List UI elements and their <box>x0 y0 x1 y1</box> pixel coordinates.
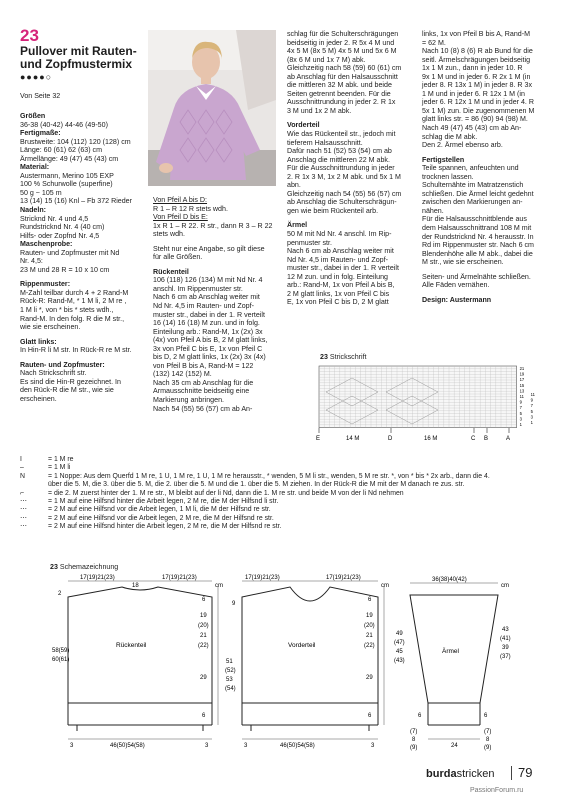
chart-row-number: 1 <box>519 422 522 427</box>
chart-row-number: 3 <box>519 416 522 422</box>
section-heading: Design: Austermann <box>422 295 492 304</box>
text-line: Markierung anbringen. <box>153 396 224 405</box>
legend-row <box>20 506 550 514</box>
legend-text: = 1 Noppe: Aus dem Querfd 1 M re, 1 U, 1 M re, 1 U, 1 M re herausstr., * wenden, 5 M li str., wenden, 5 M re str. *, von * bis * 2x arb., dann die 4. <box>48 472 490 480</box>
section-heading: Rippenmuster: <box>20 280 71 289</box>
svg-text:9: 9 <box>232 601 236 607</box>
text-line: dem Halsausschnittrand 108 M mit <box>422 224 532 233</box>
text-line: jeder 8. R 13x 1 M) in jeder 8. R 3x <box>422 81 533 90</box>
text-line: glatt links str. = 86 (90) 94 (98) M. <box>422 115 528 124</box>
text-line: schlag für die Schulterschrägungen <box>287 30 399 38</box>
svg-text:(22): (22) <box>198 643 209 649</box>
svg-text:6: 6 <box>202 713 206 719</box>
legend-text: = 1 M auf eine Hilfsnd hinter die Arbeit legen, 2 M re, die M der Hilfsnd li str. <box>48 498 279 506</box>
legend-symbol: ⌐ <box>20 489 25 497</box>
text-line: beidseitig in jeder 2. R 5x 4 M und <box>287 38 395 47</box>
text-line: zwischen den Markierungen an- <box>422 198 523 207</box>
text-line: Nach 6 cm ab Anschlag weiter mit <box>287 247 394 256</box>
text-line: Alle Fäden vernähen. <box>422 281 490 290</box>
schematic-drawings <box>40 575 540 755</box>
svg-text:2: 2 <box>58 591 62 597</box>
front-top-left: 17(19)21(23) <box>245 575 280 581</box>
text-line: tieferem Halsausschnitt. <box>287 138 363 147</box>
text-line: 16 (14) 16 (18) M zun. und in folg. <box>153 319 260 328</box>
text-line: 50 g ~ 105 m <box>20 188 62 197</box>
svg-text:29: 29 <box>366 675 373 681</box>
text-line: Nach 54 (55) 56 (57) cm ab An- <box>153 404 253 413</box>
pattern-number: 23 <box>20 26 39 45</box>
text-line: 4x 5 M (8x 5 M) 4x 5 M und 5x 6 M <box>287 47 397 56</box>
svg-text:(7): (7) <box>410 729 418 735</box>
svg-text:(41): (41) <box>500 636 511 642</box>
text-line: Nach 6 cm ab Anschlag weiter mit <box>153 293 260 302</box>
text-line: Nach 10 (8) 8 (6) R ab Bund für die <box>422 47 533 56</box>
column-1 <box>20 112 144 404</box>
svg-text:6: 6 <box>202 597 206 603</box>
section-heading: Fertigmaße: <box>20 129 61 138</box>
text-line: 2 M glatt links, 1x von Pfeil C bis <box>287 289 390 298</box>
svg-text:51: 51 <box>226 659 233 665</box>
back-top-left: 17(19)21(23) <box>80 575 115 581</box>
text-line: M-Zahl teilbar durch 4 + 2 Rand-M <box>20 288 129 297</box>
legend-text: = 2 M auf eine Hilfsnd hinter die Arbeit legen, 2 M re, die M der Hilfsnd re str. <box>48 523 282 531</box>
chart-arrow-a: A <box>506 436 511 442</box>
difficulty-rating: ●●●●○ <box>20 72 53 82</box>
text-line: Teile spannen, anfeuchten und <box>422 164 519 173</box>
text-line: (8x 6 M und 1x 7 M) abk. <box>287 55 366 64</box>
text-line: Rück-R: Rand-M, * 1 M li, 2 M re , <box>20 297 127 306</box>
chart-arrow-b: B <box>484 436 489 442</box>
text-line: Nd Nr. 4,5 im Rauten- und Zopf- <box>287 255 388 264</box>
text-line: 106 (118) 126 (134) M mit Nd Nr. 4 <box>153 276 263 285</box>
text-line: muster str., dabei in der 1. R verteilt <box>287 264 399 273</box>
svg-text:(54): (54) <box>225 686 236 692</box>
text-line: 36-38 (40-42) 44-46 (49-50) <box>20 120 108 129</box>
svg-text:(22): (22) <box>364 643 375 649</box>
text-line: den Rück-R die M str., wie sie <box>20 386 114 395</box>
column-3 <box>287 30 415 307</box>
column-4 <box>422 30 552 304</box>
legend-symbol: ⋯ <box>20 523 27 531</box>
svg-text:8: 8 <box>486 737 490 743</box>
section-heading: Vorderteil <box>287 121 320 130</box>
svg-text:(43): (43) <box>394 658 405 664</box>
text-line: Für die Halsausschnittblende aus <box>422 215 527 224</box>
text-line: Länge: 60 (61) 62 (63) cm <box>20 146 103 155</box>
legend-symbol: I <box>20 456 22 463</box>
svg-text:(9): (9) <box>484 745 492 751</box>
text-line: Nach 49 (47) 45 (43) cm ab An- <box>422 124 522 133</box>
text-line: 13 (14) 15 (16) Knl – Fb 372 Rieder <box>20 197 132 206</box>
svg-text:(47): (47) <box>394 640 405 646</box>
front-label: Vorderteil <box>288 642 316 649</box>
text-line: Schulternähte im Matratzenstich <box>422 181 524 190</box>
text-line: Seiten- und Ärmelnähte schließen. <box>422 272 531 281</box>
section-heading: Fertigstellen <box>422 155 465 164</box>
text-line: 9x 1 M und in jeder 6. R 2x 1 M (in <box>422 72 531 81</box>
legend-symbol: – <box>20 464 24 472</box>
chart-row-number: 5 <box>519 410 522 416</box>
text-line: der Rundstricknd Nr. 4 herausstr. In <box>422 232 534 241</box>
text-line: nähen. <box>422 206 444 215</box>
text-line: E, 1x von Pfeil C bis D, 2 M glatt <box>287 298 389 307</box>
svg-text:(20): (20) <box>364 623 375 629</box>
legend-text: über die 5. M, die 3. über die 5. M, die 2. über die 5. M und die 1. über die 5. M ziehen. In der Rück-R die M mit der M danach re zus. str. <box>48 481 465 489</box>
legend-row <box>20 473 550 481</box>
text-line: schließen. Die Ärmel leicht gedehnt <box>422 189 534 198</box>
text-line: R 1 – R 12 R stets wdh. <box>153 204 228 213</box>
chart-row-number: 19 <box>519 371 525 377</box>
chart-row-number-right: 9 <box>530 397 533 403</box>
sleeve-top: 36(38)40(42) <box>432 577 467 583</box>
text-line: gen wie beim Rückenteil arb. <box>287 206 379 215</box>
legend-symbol: ⋯ <box>20 506 27 514</box>
section-heading: Größen <box>20 112 46 120</box>
svg-text:49: 49 <box>396 631 403 637</box>
text-line: (4x) von Pfeil A bis B, 2 M glatt links, <box>153 336 268 345</box>
text-line: Rundstricknd Nr. 4 (40 cm) <box>20 223 105 232</box>
text-line: erscheinen. <box>20 394 57 403</box>
knitting-chart <box>312 362 535 444</box>
text-line: = 62 M. <box>422 38 446 47</box>
svg-text:24: 24 <box>451 743 458 749</box>
svg-text:cm: cm <box>501 583 509 589</box>
text-line: Nr. 4,5: <box>20 257 43 266</box>
svg-text:53: 53 <box>226 677 233 683</box>
legend-row <box>20 464 550 472</box>
text-line: 3 M und 1x 2 M abk. <box>287 106 352 115</box>
legend-symbol: ⋯ <box>20 498 27 506</box>
sleeve-label: Ärmel <box>442 648 459 655</box>
text-line: 100 % Schurwolle (superfine) <box>20 180 113 189</box>
svg-text:3: 3 <box>244 743 248 749</box>
section-heading: Ärmel <box>287 221 308 230</box>
text-line: Gleichzeitig nach 58 (59) 60 (61) cm <box>287 64 402 73</box>
text-line: trocknen lassen. <box>422 172 474 181</box>
legend-row <box>20 498 550 506</box>
svg-text:21: 21 <box>366 633 373 639</box>
text-line: arb.: Rand-M, 1x von Pfeil A bis B, <box>287 281 395 290</box>
text-line: wie sie erscheinen. <box>20 323 81 332</box>
text-line: Von Pfeil A bis D: <box>153 196 208 204</box>
page-number: 79 <box>518 765 533 780</box>
chart-row-number: 9 <box>519 399 522 405</box>
model-photo <box>148 30 276 186</box>
svg-text:19: 19 <box>200 613 207 619</box>
svg-text:21: 21 <box>200 633 207 639</box>
svg-text:3: 3 <box>371 743 375 749</box>
text-line: abn. <box>287 181 301 190</box>
chart-span-14: 14 M <box>346 436 360 442</box>
text-line: Nach 35 cm ab Anschlag für die <box>153 378 254 387</box>
text-line: von Pfeil B bis A, Rand-M = 122 <box>153 361 254 370</box>
legend-row <box>20 523 550 531</box>
text-line: 23 M und 28 R = 10 x 10 cm <box>20 265 110 274</box>
text-line: 12 M zun. und in folg. Einteilung <box>287 272 388 281</box>
legend-row <box>20 456 550 464</box>
text-line: ab Anschlag die Schulterschrägun- <box>287 198 397 207</box>
text-line: In Hin-R li M str. In Rück-R re M str. <box>20 346 132 355</box>
legend-row <box>20 515 550 523</box>
text-line: Von Pfeil D bis E: <box>153 213 208 222</box>
svg-text:(7): (7) <box>484 729 492 735</box>
chart-row-number: 11 <box>519 394 524 399</box>
text-line: Einteilung arb.: Rand-M, 1x (2x) 3x <box>153 327 263 336</box>
section-heading: Nadeln: <box>20 206 47 215</box>
legend-text: = die 2. M zuerst hinter der 1. M re str., M bleibt auf der li Nd, dann die 1. M re str. und beide M von der li Nd nehmen <box>48 489 404 497</box>
section-heading: Material: <box>20 163 50 172</box>
text-line: 3x von Pfeil C bis E, 1x von Pfeil C <box>153 344 263 353</box>
text-line: 1x R 1 – R 22. R str., dann R 3 – R 22 <box>153 221 273 230</box>
text-line: Rd im Rippenmuster str. Nach 6 cm <box>422 241 534 250</box>
text-line: für alle Größen. <box>153 253 203 262</box>
legend-symbol: N <box>20 472 25 480</box>
text-line: Es sind die Hin-R gezeichnet. In <box>20 377 121 386</box>
magazine-brand: burdastricken <box>426 768 495 780</box>
watermark: PassionForum.ru <box>470 787 524 794</box>
text-line: M str., wie sie erscheinen. <box>422 258 504 267</box>
text-line: ab Anschlag für den Halsausschnitt <box>287 72 398 81</box>
text-line: Wie das Rückenteil str., jedoch mit <box>287 130 396 139</box>
text-line: Nd Nr. 4,5 im Rauten- und Zopf- <box>153 302 254 311</box>
section-heading: Rauten- und Zopfmuster: <box>20 360 105 369</box>
text-line: Rauten- und Zopfmuster mit Nd <box>20 248 120 257</box>
back-top-right: 17(19)21(23) <box>162 575 197 581</box>
text-line: Ärmellänge: 49 (47) 45 (43) cm <box>20 154 119 163</box>
svg-text:cm: cm <box>215 583 223 589</box>
text-line: die mittleren 32 M abk. und beide <box>287 81 392 90</box>
text-line: Stricknd Nr. 4 und 4,5 <box>20 214 89 223</box>
back-label: Rückenteil <box>116 642 147 649</box>
pattern-title: Pullover mit Rauten- und Zopfmustermix <box>20 44 137 71</box>
svg-text:6: 6 <box>484 713 488 719</box>
chart-title: 23 Strickschrift <box>320 353 367 361</box>
chart-arrow-e: E <box>316 436 321 442</box>
text-line: Brustweite: 104 (112) 120 (128) cm <box>20 137 131 146</box>
chart-row-number-right: 7 <box>530 403 533 409</box>
text-line: Anschlag die mittleren 22 M abk. <box>287 155 390 164</box>
legend-symbol: ⋯ <box>20 514 27 522</box>
svg-text:29: 29 <box>200 675 207 681</box>
chart-row-number-right: 3 <box>530 414 533 420</box>
text-line: Den 2. Ärmel ebenso arb. <box>422 141 503 150</box>
front-top-right: 17(19)21(23) <box>326 575 361 581</box>
chart-row-number: 15 <box>519 382 525 388</box>
chart-arrow-d: D <box>388 436 393 442</box>
text-line: Armausschnitte beidseitig eine <box>153 387 250 396</box>
text-line: jeder 6. R 12x 1 M und in jeder 4. R <box>422 98 534 107</box>
text-line: Hilfs- oder Zopfnd Nr. 4,5 <box>20 231 100 240</box>
chart-row-number-right: 5 <box>530 408 533 414</box>
svg-text:43: 43 <box>502 627 509 633</box>
svg-text:58(59): 58(59) <box>52 648 70 654</box>
text-line: 1x 1 M zun., dann in jeder 10. R <box>422 64 523 73</box>
chart-span-16: 16 M <box>424 436 438 442</box>
svg-text:(52): (52) <box>225 668 236 674</box>
text-line: Austermann, Merino 105 EXP <box>20 171 114 180</box>
legend-text: = 2 M auf eine Hilfsnd vor die Arbeit legen, 2 M re, die M der Hilfsnd re str. <box>48 514 274 522</box>
svg-text:(20): (20) <box>198 623 209 629</box>
back-neck: 18 <box>132 583 139 589</box>
text-line: bis D, 2 M glatt links, 1x (2x) 3x (4x) <box>153 353 266 362</box>
legend-text: = 1 M li <box>48 464 71 472</box>
text-line: schlag die M abk. <box>422 132 478 141</box>
svg-text:60(61): 60(61) <box>52 657 70 663</box>
svg-text:45: 45 <box>396 649 403 655</box>
text-line: (132) 142 (152) M. <box>153 370 212 379</box>
text-line: Ausschnittrundung in jeder 2. R 1x <box>287 98 396 107</box>
svg-text:46(50)54(58): 46(50)54(58) <box>110 743 145 749</box>
text-line: 50 M mit Nd Nr. 4 anschl. Im Rip- <box>287 230 392 239</box>
chart-row-number: 7 <box>519 405 522 411</box>
text-line: Rand-M. In den folg. R die M str., <box>20 314 125 323</box>
svg-text:3: 3 <box>70 743 74 749</box>
chart-arrow-c: C <box>471 436 476 442</box>
svg-text:19: 19 <box>366 613 373 619</box>
footer-divider <box>511 766 512 780</box>
svg-text:39: 39 <box>502 645 509 651</box>
svg-text:(37): (37) <box>500 654 511 660</box>
svg-text:8: 8 <box>412 737 416 743</box>
chart-row-number-right: 11 <box>530 392 535 397</box>
text-line: 2. R 1x 3 M, 1x 2 M abk. und 5x 1 M <box>287 172 401 181</box>
chart-row-number: 13 <box>519 388 525 394</box>
text-line: Für die Ausschnittrundung in jeder <box>287 164 395 173</box>
text-line: anschl. Im Rippenmuster str. <box>153 284 243 293</box>
svg-text:46(50)54(58): 46(50)54(58) <box>280 743 315 749</box>
svg-text:6: 6 <box>368 597 372 603</box>
text-line: links, 1x von Pfeil B bis A, Rand-M <box>422 30 531 38</box>
svg-text:cm: cm <box>381 583 389 589</box>
text-line: 5x 1 M) zun. Die zugenommenen M <box>422 106 535 115</box>
text-line: Nach Strickschrift str. <box>20 369 87 378</box>
text-line: seitl. Ärmelschrägungen beidseitig <box>422 55 531 64</box>
text-line: Gleichzeitig nach 54 (55) 56 (57) cm <box>287 189 402 198</box>
legend-row <box>20 481 550 489</box>
text-line: penmuster str. <box>287 238 332 247</box>
text-line: stets wdh. <box>153 230 185 239</box>
legend-text: = 1 M re <box>48 456 74 463</box>
legend-row <box>20 490 550 498</box>
section-heading: Rückenteil <box>153 267 189 276</box>
text-line: muster str., dabei in der 1. R verteilt <box>153 310 265 319</box>
svg-text:6: 6 <box>368 713 372 719</box>
schema-title: 23 Schemazeichnung <box>50 563 119 571</box>
chart-row-number: 21 <box>519 366 525 371</box>
section-heading: Maschenprobe: <box>20 240 73 249</box>
text-line: Blendenhöhe alle M abk., dabei die <box>422 249 533 258</box>
chart-row-number-right: 1 <box>530 420 533 425</box>
legend-text: = 2 M auf eine Hilfsnd vor die Arbeit legen, 1 M li, die M der Hilfsnd re str. <box>48 506 271 514</box>
chart-row-number: 17 <box>519 377 525 383</box>
text-line: 1 M li *, von * bis * stets wdh., <box>20 306 114 315</box>
text-line: Dafür nach 51 (52) 53 (54) cm ab <box>287 147 392 156</box>
from-page: Von Seite 32 <box>20 92 61 100</box>
symbol-legend <box>20 456 550 532</box>
svg-text:3: 3 <box>205 743 209 749</box>
text-line: Steht nur eine Angabe, so gilt diese <box>153 244 265 253</box>
text-line: Seiten getrennt beenden. Für die <box>287 89 391 98</box>
column-2 <box>153 196 281 413</box>
svg-text:6: 6 <box>418 713 422 719</box>
text-line: 1 M und in jeder 6. R 12x 1 M (in <box>422 89 525 98</box>
svg-text:(9): (9) <box>410 745 418 751</box>
section-heading: Glatt links: <box>20 337 57 346</box>
